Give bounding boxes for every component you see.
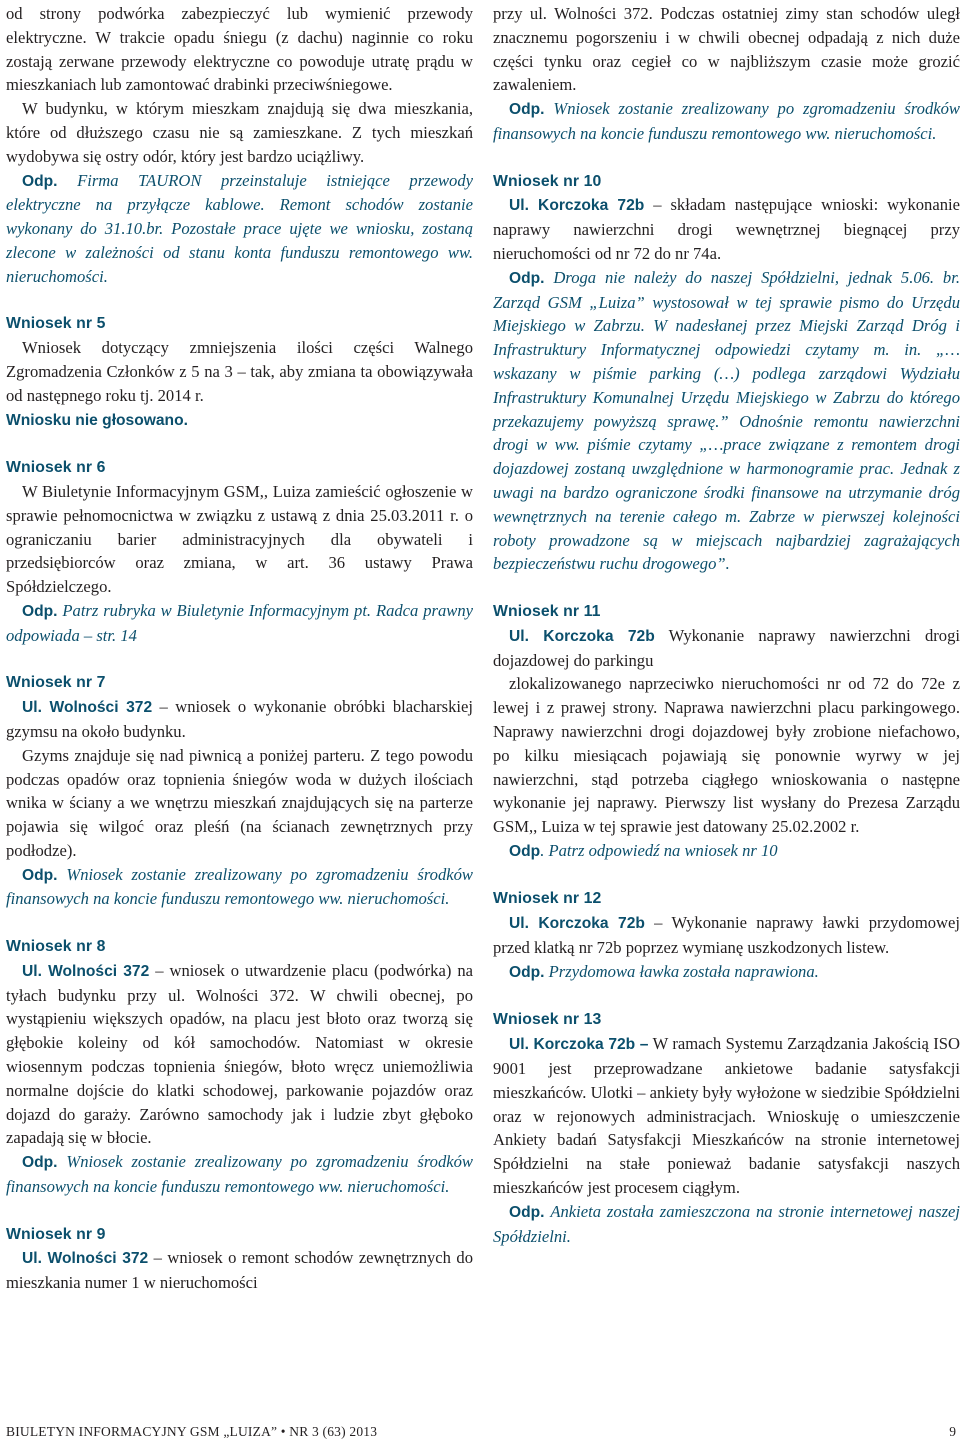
request-8-answer: Odp. Wniosek zostanie zrealizowany po zgromadzeniu środków finansowych na koncie funduszu remontowego ww. nieruchomości. — [6, 1152, 473, 1197]
request-6-text: W Biuletynie Informacyjnym GSM,, Luiza zamieścić ogłoszenie w sprawie pełnomocnictwa w związku z ustawą z dnia 25.03.2011 r. o ograniczaniu barier administracyjnych dla obywateli i przedsiębiorców oraz zmiana, w art. 36 ustawy Prawa Spółdzielczego. — [6, 481, 473, 597]
request-7-address: Ul. Wolności 372 — [22, 699, 153, 717]
request-13-answer: Odp. Ankieta została zamieszczona na stronie internetowej naszej Spółdzielni. — [493, 1201, 960, 1246]
request-9-address: Ul. Wolności 372 — [22, 1250, 149, 1268]
answer-label: Odp. — [22, 172, 58, 190]
request-10-heading: Wniosek nr 10 — [493, 172, 602, 190]
intro-paragraph-1: od strony podwórka zabezpieczyć lub wymienić przewody elektryczne. W trakcie opadu śniegu (z dachu) naginnie co roku zostają zerwane przewody elektryczne co powoduje utratę prądu w mieszkaniach lub zamontować drabinki przeciwśniegowe. — [6, 4, 473, 95]
request-5-heading: Wniosek nr 5 — [6, 315, 106, 333]
request-7-heading: Wniosek nr 7 — [6, 674, 106, 692]
request-13-heading: Wniosek nr 13 — [493, 1011, 602, 1029]
request-12-address: Ul. Korczoka 72b — [509, 915, 645, 933]
request-12-text: Ul. Korczoka 72b – Wykonanie naprawy ławki przydomowej przed klatką nr 72b poprzez wymianę uszkodzonych listew. — [493, 913, 960, 958]
request-13-text: Ul. Korczoka 72b – W ramach Systemu Zarządzania Jakością ISO 9001 jest przeprowadzane ankietowe badanie satysfakcji mieszkańców. Ulotki – ankiety były wyłożone w siedzibie Spółdzielni oraz w rejonowych administracjach. Wnioskuję o umieszczenie Ankiety badań Satysfakcji Mieszkańców na stronie internetowej Spółdzielni na stałe ponieważ badanie satysfakcji naszych mieszkańców jest procesem ciągłym. — [493, 1034, 960, 1198]
request-8-address: Ul. Wolności 372 — [22, 962, 150, 980]
request-9-continued: przy ul. Wolności 372. Podczas ostatniej zimy stan schodów uległ znacznemu pogorszeniu i w chwili obecnej odpadają z nich duże części tynku oraz cegieł co w najbliższym czasie może grozić zawaleniem. — [493, 4, 960, 95]
request-10-text: Ul. Korczoka 72b – składam następujące wnioski: wykonanie naprawy nawierzchni drogi wewnętrznej biegnącej przy nieruchomości od nr 72 do nr 74a. — [493, 195, 960, 263]
request-5-result: Wniosku nie głosowano. — [6, 411, 188, 429]
request-12-heading: Wniosek nr 12 — [493, 890, 602, 908]
request-5-text: Wniosek dotyczący zmniejszenia ilości części Walnego Zgromadzenia Członków z 5 na 3 – tak, aby zmiana ta obowiązywała od następnego roku tj. 2014 r. — [6, 338, 473, 405]
request-8-text: Ul. Wolności 372 – wniosek o utwardzenie placu (podwórka) na tyłach budynku przy ul. Wolności 372. W chwili obecnej, po wystąpieniu większych opadów, na placu jest błoto oraz tworzą się głębokie koleiny od kół samochodów. Natomiast w okresie wiosennym podczas topnienia śniegów, błoto wręcz uniemożliwia normalne dojście do klatki schodowej, parkowanie pojazdów oraz dojazd do garaży. Zarówno samochody jak i ludzie zbyt głęboko zapadają się w błocie. — [6, 960, 473, 1148]
request-7-text: Ul. Wolności 372 – wniosek o wykonanie obróbki blacharskiej gzymsu na około budynku. — [6, 697, 473, 741]
answer-text: Firma TAURON przeinstaluje istniejące przewody elektryczne na przyłącze kablowe. Remont schodów zostanie wykonany do 31.10.br. Pozostałe prace ujęte we wniosku, zostaną zlecone w zależności od stanu konta funduszu remontowego ww. nieruchomości. — [6, 170, 473, 286]
request-11-address: Ul. Korczoka 72b — [509, 627, 655, 645]
request-9-heading: Wniosek nr 9 — [6, 1225, 106, 1243]
request-11-answer: Odp. Patrz odpowiedź na wniosek nr 10 — [509, 840, 778, 860]
request-7-details: Gzyms znajduje się nad piwnicą a poniżej parteru. Z tego powodu podczas opadów oraz topnienia śniegów woda w dużych ilościach wnika w ściany a we wnętrzu mieszkań znajdujących się na parterze pojawia się wilgoć oraz pleśń (na ścianach zewnętrznych przy podłodze). — [6, 745, 473, 860]
intro-answer — [6, 169, 473, 289]
footer-publication: BIULETYN INFORMACYJNY GSM „LUIZA” • NR 3 (63) 2013 — [6, 1424, 378, 1439]
request-10-answer: Odp. Droga nie należy do naszej Spółdzielni, jednak 5.06. br. Zarząd GSM „Luiza” wystosował w tej sprawie pismo do Urzędu Miejskiego w Zabrzu. W nadesłanej przez Miejski Zarząd Dróg i Infrastruktury Informatycznej odpowiedzi czytamy m. in. „…wskazany w piśmie parking (…) podlega zarządowi Wydziału Infrastruktury Komunalnej Urzędu Miejskiego w Zabrzu do którego przekazujemy powyższą sprawę.” Odnośnie remontu nawierzchni drogi w ww. piśmie czytamy „…prace związane z remontem drogi dojazdowej zostaną uwzględnione w harmonogramie prac. Jednak z uwagi na bardzo ograniczone środki finansowe na utrzymanie dróg wewnętrznych na terenie całego m. Zabrze w pierwszej kolejności roboty prowadzone są w miejscach najbardziej zagrażających bezpieczeństwu ruchu drogowego”. — [493, 267, 960, 574]
left-column — [6, 2, 473, 1295]
request-11-heading: Wniosek nr 11 — [493, 602, 601, 620]
request-6-answer: Odp. Patrz rubryka w Biuletynie Informacyjnym pt. Radca prawny odpowiada – str. 14 — [6, 600, 473, 645]
request-11-text: Ul. Korczoka 72b Wykonanie naprawy nawierzchni drogi dojazdowej do parkingu — [493, 625, 960, 670]
request-12-answer: Odp. Przydomowa ławka została naprawiona. — [509, 961, 819, 981]
page-footer — [0, 1424, 960, 1444]
page-number: 9 — [949, 1424, 956, 1439]
request-10-address: Ul. Korczoka 72b — [509, 197, 645, 215]
request-6-heading: Wniosek nr 6 — [6, 459, 106, 477]
request-9-answer: Odp. Wniosek zostanie zrealizowany po zgromadzeniu środków finansowych na koncie funduszu remontowego ww. nieruchomości. — [493, 99, 960, 143]
right-column — [493, 2, 960, 1248]
request-11-details: zlokalizowanego naprzeciwko nieruchomości nr od 72 do 72e z lewej i z prawej strony. Naprawa nawierzchni placu parkingowego. Naprawy nawierzchni drogi dojazdowej były zrobione niefachowo, po kilku miesiącach pojawiają się ponownie wyrwy w jej nawierzchni, stąd potrzeba ciągłego wnioskowania o następne wykonanie jej naprawy. Pierwszy list wysłany do Prezesa Zarządu GSM,, Luiza w tej sprawie jest datowany 25.02.2002 r. — [493, 674, 960, 837]
request-9-text: Ul. Wolności 372 – wniosek o remont schodów zewnętrznych do mieszkania numer 1 w nieruchomości — [6, 1248, 473, 1293]
request-7-answer: Odp. Wniosek zostanie zrealizowany po zgromadzeniu środków finansowych na koncie funduszu remontowego ww. nieruchomości. — [6, 864, 473, 909]
request-13-address: Ul. Korczoka 72b – — [509, 1036, 649, 1054]
intro-paragraph-2: W budynku, w którym mieszkam znajdują się dwa mieszkania, które od dłuższego czasu nie są zamieszkane. Z tych mieszkań wydobywa się ostry odór, który jest bardzo uciążliwy. — [6, 99, 473, 166]
request-8-heading: Wniosek nr 8 — [6, 938, 106, 956]
